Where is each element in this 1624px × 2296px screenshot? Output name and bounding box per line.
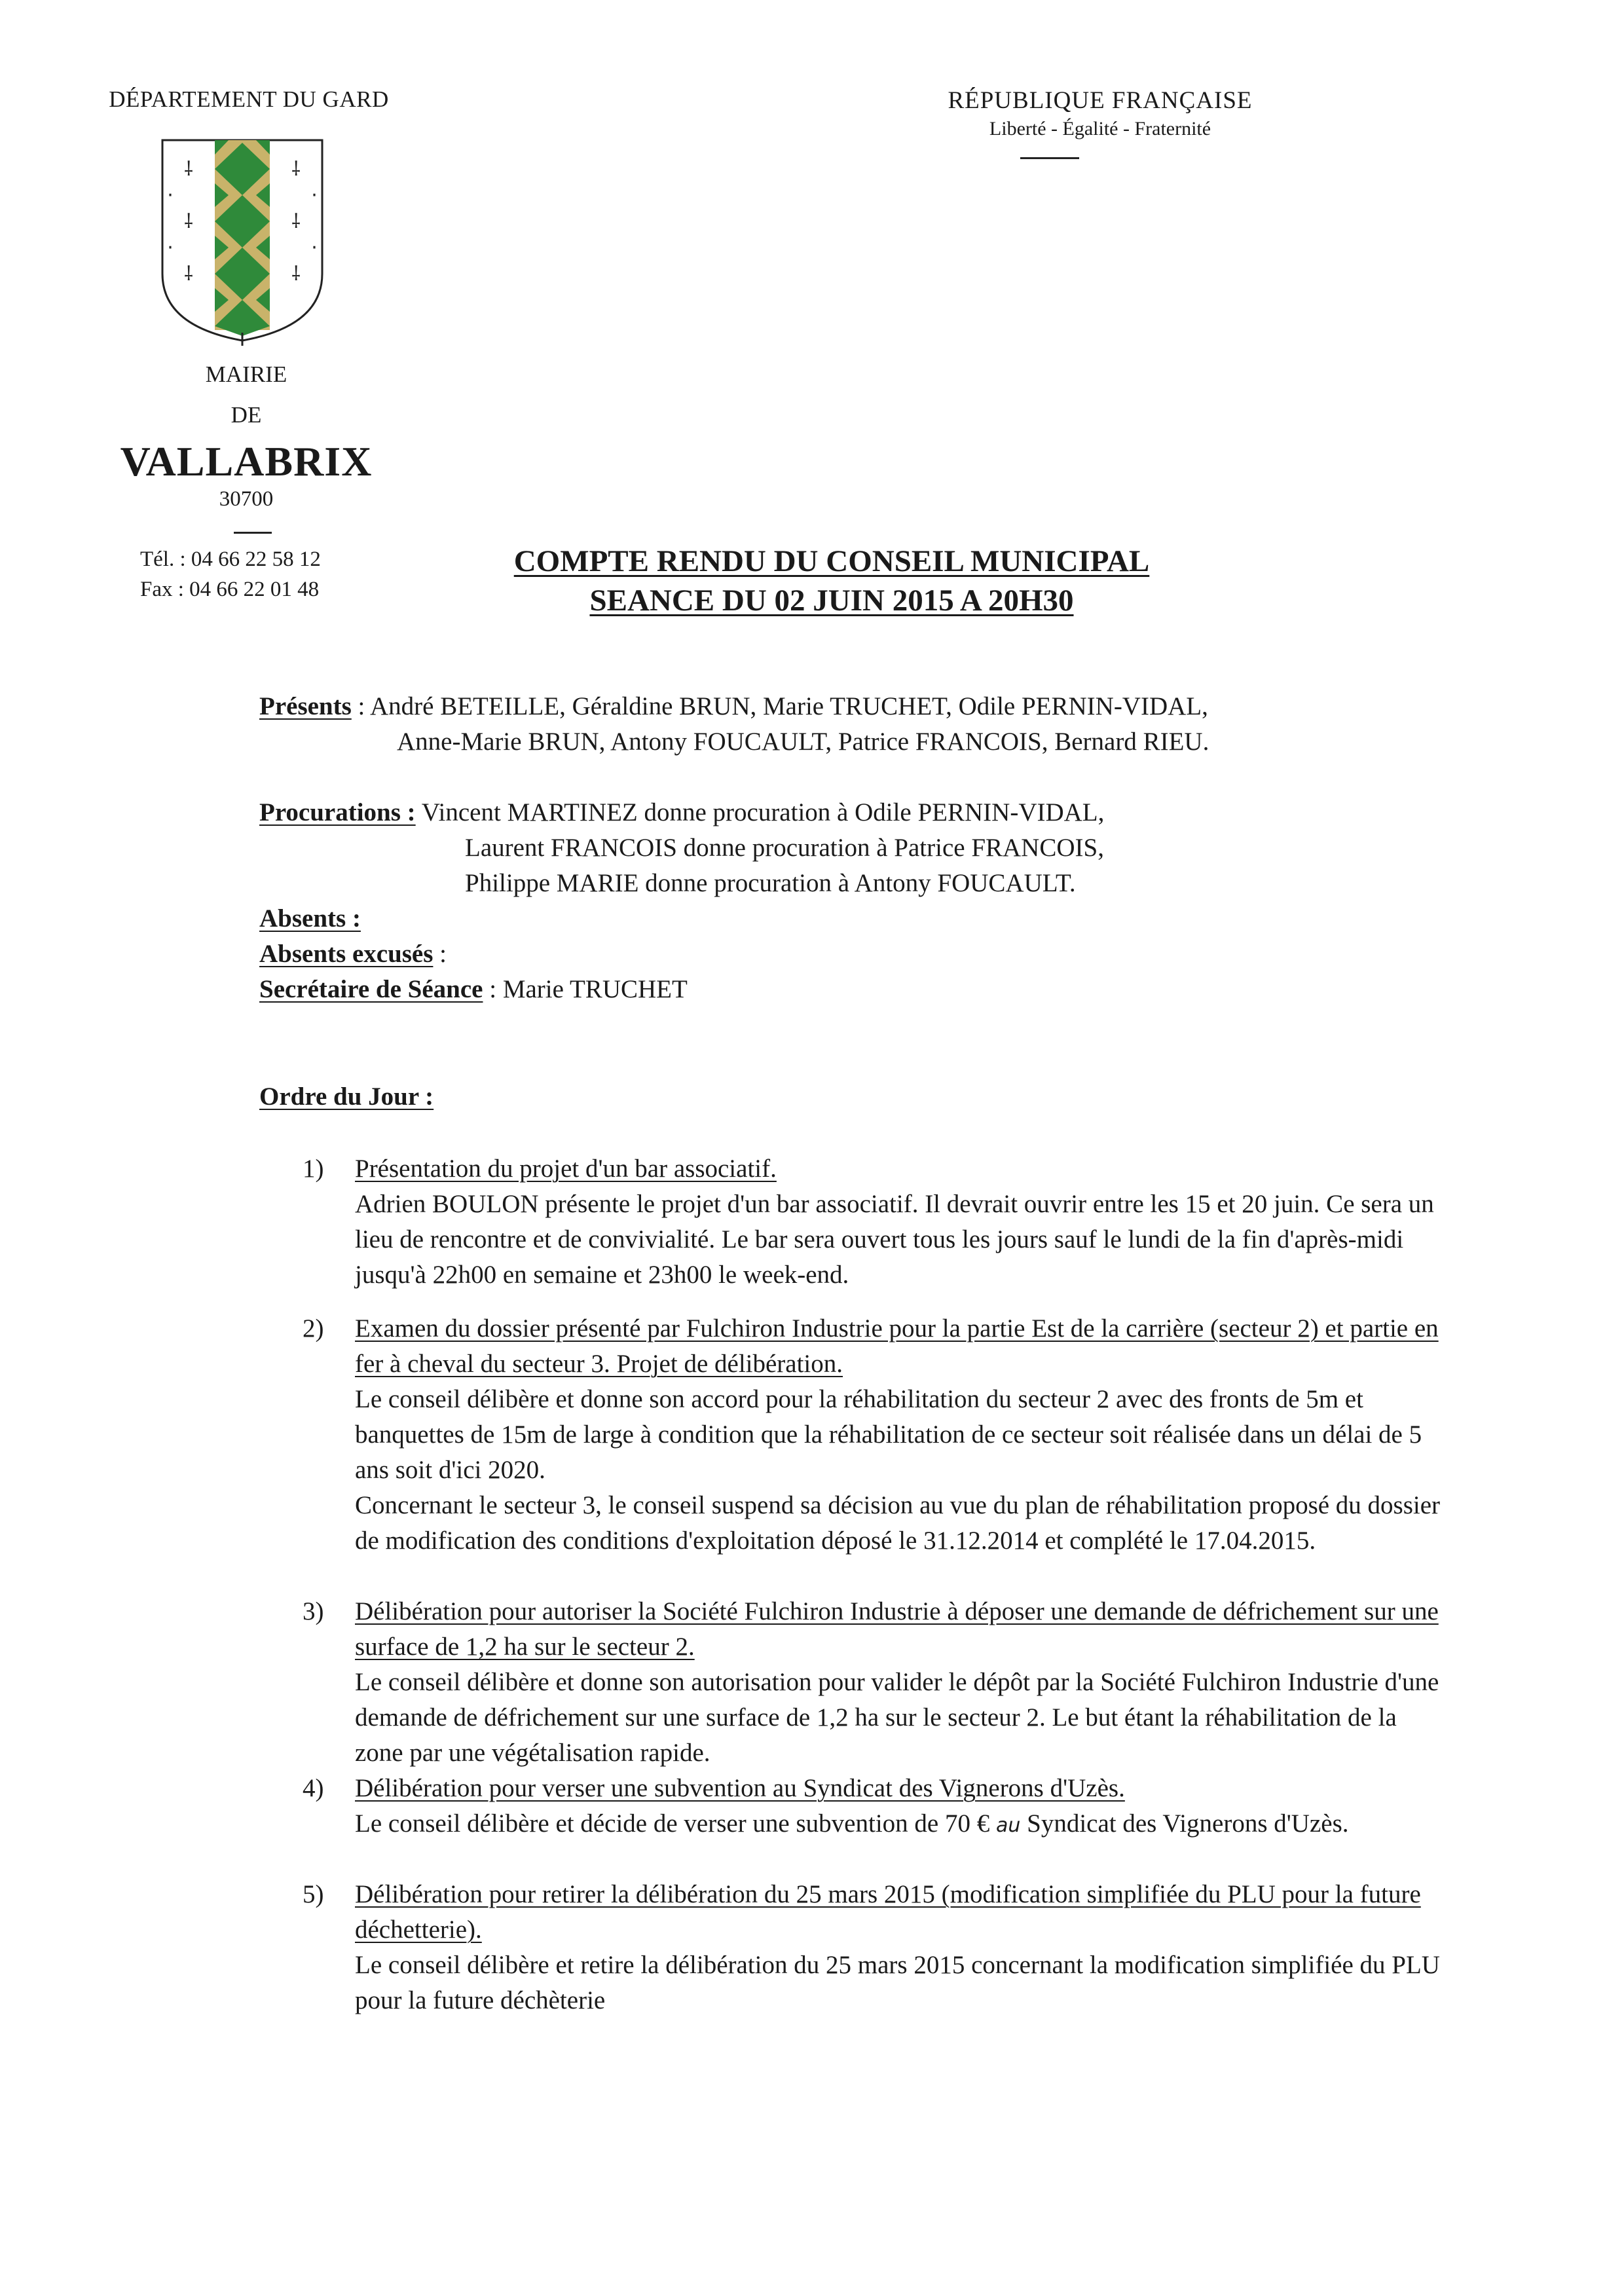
agenda-item [303, 1311, 1442, 1559]
item-text [355, 1806, 1442, 1843]
title-line-1: COMPTE RENDU DU CONSEIL MUNICIPAL [513, 544, 1150, 578]
item-number: 3) [303, 1597, 324, 1625]
absents-label: Absents : [259, 904, 361, 933]
agenda-item [303, 1151, 1442, 1293]
item-number: 5) [303, 1880, 324, 1908]
presents-names-2: Anne-Marie BRUN, Antony FOUCAULT, Patrice FRANCOIS, Bernard RIEU. [397, 728, 1209, 756]
agenda-label: Ordre du Jour : [259, 1083, 434, 1111]
procurations-label: Procurations : [259, 798, 416, 826]
svg-text:⸸: ⸸ [291, 263, 301, 286]
item-text-before: Le conseil délibère et décide de verser une subvention de 70 € [355, 1809, 996, 1838]
document-title [393, 544, 1270, 579]
svg-text:·: · [311, 184, 318, 207]
title-line-2: SEANCE DU 02 JUIN 2015 A 20H30 [589, 583, 1074, 618]
item-text-2: Concernant le secteur 3, le conseil suspend sa décision au vue du plan de réhabilitation proposé du dossier de modification des conditions d'exploitation déposé le 31.12.2014 et complété le 17.04.2015. [355, 1491, 1441, 1555]
handwritten-correction: au [995, 1814, 1021, 1837]
telephone: Tél. : 04 66 22 58 12 [140, 547, 321, 571]
agenda-heading [259, 1082, 434, 1111]
absents-excuses-value: : [433, 940, 447, 968]
procuration-2: Laurent FRANCOIS donne procuration à Patrice FRANCOIS, [465, 834, 1104, 862]
republic-motto: Liberté - Égalité - Fraternité [989, 118, 1211, 139]
item-text: Adrien BOULON présente le projet d'un bar associatif. Il devrait ouvrir entre les 15 et 20 juin. Ce sera un lieu de rencontre et de convivialité. Le bar sera ouvert tous les jours sauf le lundi de la fin d'après-midi jusqu'à 22h00 en semaine et 23h00 le week-end. [355, 1190, 1434, 1289]
agenda-item [303, 1771, 1442, 1843]
secretaire-line [259, 974, 688, 1004]
svg-text:⸸: ⸸ [291, 210, 301, 233]
item-subject: Présentation du projet d'un bar associatif. [355, 1155, 777, 1183]
absents-excuses-label: Absents excusés [259, 940, 434, 968]
republic-name: RÉPUBLIQUE FRANÇAISE [948, 87, 1253, 114]
svg-text:⸸: ⸸ [183, 263, 194, 286]
item-subject: Délibération pour retirer la délibération du 25 mars 2015 (modification simplifiée du PLU pour la future déchetterie). [355, 1880, 1421, 1944]
svg-text:·: · [311, 236, 318, 259]
item-number: 1) [303, 1155, 324, 1183]
svg-text:·: · [167, 184, 174, 207]
svg-text:⸸: ⸸ [183, 210, 194, 233]
header-divider [234, 532, 272, 534]
absents-line [259, 904, 361, 933]
item-text: Le conseil délibère et retire la délibération du 25 mars 2015 concernant la modification simplifiée du PLU pour la future déchèterie [355, 1951, 1440, 2014]
motto-divider [1020, 157, 1079, 159]
svg-text:⸸: ⸸ [183, 158, 194, 181]
item-number: 4) [303, 1774, 324, 1802]
postcode: 30700 [219, 487, 274, 511]
presents-line [259, 692, 1208, 721]
item-text: Le conseil délibère et donne son accord pour la réhabilitation du secteur 2 avec des fronts de 5m et banquettes de 15m de large à condition que la réhabilitation de ce secteur soit réalisée dans un délai de 5 ans soit d'ici 2020. [355, 1385, 1422, 1484]
item-subject: Examen du dossier présenté par Fulchiron Industrie pour la partie Est de la carrière (secteur 2) et partie en fer à cheval du secteur 3. Projet de délibération. [355, 1314, 1439, 1378]
agenda-item [303, 1594, 1442, 1771]
document-subtitle [393, 583, 1270, 618]
item-subject: Délibération pour verser une subvention au Syndicat des Vignerons d'Uzès. [355, 1774, 1125, 1802]
procuration-1: Vincent MARTINEZ donne procuration à Odile PERNIN-VIDAL, [415, 798, 1105, 826]
coat-of-arms-emblem [157, 136, 327, 346]
svg-text:⸸: ⸸ [291, 158, 301, 181]
fax: Fax : 04 66 22 01 48 [140, 578, 320, 601]
department-name: DÉPARTEMENT DU GARD [109, 86, 389, 112]
absents-excuses-line [259, 939, 447, 969]
procuration-3: Philippe MARIE donne procuration à Antony FOUCAULT. [465, 869, 1076, 897]
item-text: Le conseil délibère et donne son autorisation pour valider le dépôt par la Société Fulchiron Industrie d'une demande de défrichement sur une surface de 1,2 ha sur le secteur 2. Le but étant la réhabilitation de la zone par une végétalisation rapide. [355, 1668, 1439, 1767]
presents-names-1: : André BETEILLE, Géraldine BRUN, Marie TRUCHET, Odile PERNIN-VIDAL, [351, 692, 1208, 720]
agenda-item [303, 1877, 1442, 2018]
svg-text:·: · [167, 236, 174, 259]
item-text-after: Syndicat des Vignerons d'Uzès. [1020, 1809, 1349, 1838]
de-label: DE [231, 402, 262, 428]
secretaire-value: : Marie TRUCHET [483, 975, 688, 1003]
item-number: 2) [303, 1314, 324, 1342]
procurations-line [259, 798, 1104, 827]
secretaire-label: Secrétaire de Séance [259, 975, 483, 1003]
item-subject: Délibération pour autoriser la Société Fulchiron Industrie à déposer une demande de défrichement sur une surface de 1,2 ha sur le secteur 2. [355, 1597, 1439, 1661]
presents-label: Présents [259, 692, 352, 720]
mairie-label: MAIRIE [205, 361, 287, 387]
commune-name: VALLABRIX [120, 438, 373, 485]
